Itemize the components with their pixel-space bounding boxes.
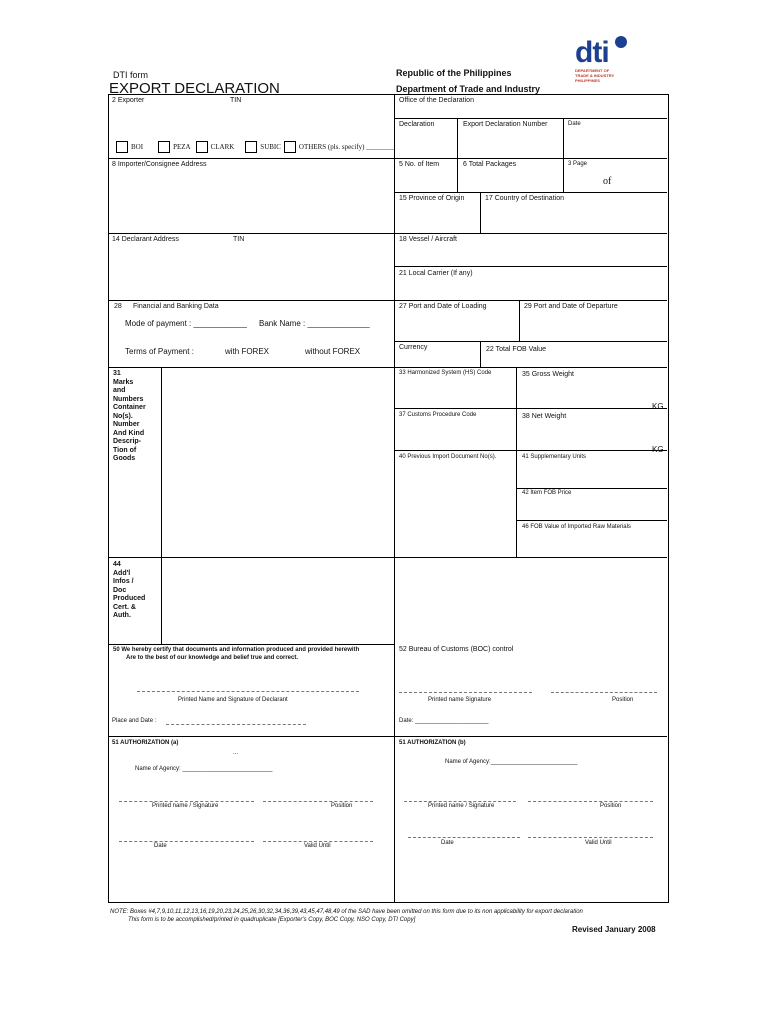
place-date-label: Place and Date : [112,718,157,724]
port-loading-label: 27 Port and Date of Loading [399,303,487,310]
printed-name-declarant: Printed Name and Signature of Declarant [178,697,288,703]
note-line-1: NOTE: Boxes #4,7,9,10,11,12,13,16,19,20,23,24,25,26,30,32,34,36,39,43,45,47,48,49 of the SAD have been omitted on this form due to its non applicability for export declaration [110,909,583,915]
province-origin-label: 15 Province of Origin [399,195,465,202]
procedure-code-label: 37 Customs Procedure Code [399,412,477,418]
supplementary-units-label: 41 Supplementary Units [522,454,587,460]
printed-name-signature-b: Printed name / Signature [428,803,495,809]
registration-checkboxes [116,141,394,153]
hs-code-label: 33 Harmonized System (HS) Code [399,370,492,376]
certify-line-1: 50 We hereby certify that documents and information produced and provided herewith [113,647,360,653]
place-date-field[interactable] [166,724,306,725]
form-title: EXPORT DECLARATION [109,80,280,97]
revised-date: Revised January 2008 [572,925,656,934]
boi-checkbox[interactable] [116,141,128,153]
currency-label: Currency [399,344,428,351]
office-declaration-label: Office of the Declaration [399,97,474,104]
subic-label: SUBIC [260,143,281,151]
certify-line-2: Are to the best of our knowledge and belief true and correct. [126,655,299,661]
declarant-label: 14 Declarant Address [112,236,179,243]
fob-raw-materials-label: 46 FOB Value of Imported Raw Materials [522,524,631,530]
page-of: of [603,176,612,187]
agency-name-b[interactable]: Name of Agency:__________________________ [445,759,578,765]
authorization-a-label: 51 AUTHORIZATION (a) [112,740,179,746]
local-carrier-label: 21 Local Carrier (If any) [399,270,473,277]
form-label: DTI form [113,70,148,80]
clark-label: CLARK [210,143,235,151]
printed-name-signature-a: Printed name / Signature [152,803,219,809]
country-destination-label: 17 Country of Destination [485,195,564,202]
dti-logo-text: dti [575,36,609,69]
exporter-tin-label: TIN [230,97,242,104]
peza-checkbox[interactable] [158,141,170,153]
date-b: Date [441,840,454,846]
boc-control-label: 52 Bureau of Customs (BOC) control [399,646,514,653]
marks-label: 31 Marks and Numbers Container No(s). Number And Kind Descrip- Tion of Goods [113,370,146,462]
importer-label: 8 Importer/Consignee Address [112,161,207,168]
date-label: Date [568,121,581,127]
total-fob-label: 22 Total FOB Value [486,346,547,353]
position-a: Position [331,803,353,809]
subic-checkbox[interactable] [245,141,257,153]
form-frame [108,94,669,903]
additional-info-label: 44 Add'l Infos / Doc Produced Cert. & Auth. [113,561,146,619]
boi-label: BOI [131,143,144,151]
date-a: Date [154,843,167,849]
declaration-label: Declaration [399,121,435,128]
boc-date[interactable]: Date: ______________________ [399,718,489,724]
vessel-label: 18 Vessel / Aircraft [399,236,457,243]
boc-position: Position [612,697,634,703]
mode-of-payment[interactable]: Mode of payment : ____________ [125,319,247,328]
boc-printed-name-signature: Printed name Signature [428,697,492,703]
gross-weight-label: 35 Gross Weight [522,371,575,378]
agency-name-a[interactable]: Name of Agency: ___________________________ [135,766,273,772]
no-of-item-label: 5 No. of Item [399,161,440,168]
item-fob-label: 42 Item FOB Price [522,490,572,496]
without-forex-option[interactable]: without FOREX [305,347,361,356]
net-weight-unit: KG [652,445,664,454]
valid-until-b: Valid Until [585,840,612,846]
republic-label: Republic of the Philippines [396,68,512,78]
financial-label: Financial and Banking Data [133,303,219,310]
net-weight-label: 38 Net Weight [522,413,567,420]
dti-logo: dti DEPARTMENT OF TRADE & INDUSTRY PHILIPPINES [575,38,650,90]
bank-name[interactable]: Bank Name : ______________ [259,319,370,328]
others-label: OTHERS (pls. specify) ________ [298,143,395,151]
terms-of-payment: Terms of Payment : [125,347,194,356]
globe-icon [615,36,627,48]
exporter-label: 2 Exporter [112,97,145,104]
gross-weight-unit: KG [652,402,664,411]
prev-import-label: 40 Previous Import Document No(s). [399,454,497,460]
valid-until-a: Valid Until [304,843,331,849]
declarant-tin-label: TIN [233,236,245,243]
position-b: Position [600,803,622,809]
department-label: Department of Trade and Industry [396,84,541,94]
page-label: 3 Page [568,161,588,167]
authorization-b-label: 51 AUTHORIZATION (b) [399,740,466,746]
total-packages-label: 6 Total Packages [463,161,517,168]
declaration-number-label: Export Declaration Number [463,121,548,128]
others-checkbox[interactable] [284,141,296,153]
note-line-2: This form is to be accomplished/printed in quadruplicate [Exporter's Copy, BOC Copy, NSO Copy, DTI Copy] [128,917,416,923]
clark-checkbox[interactable] [196,141,208,153]
financial-number: 28 [114,303,122,310]
peza-label: PEZA [173,143,191,151]
with-forex-option[interactable]: with FOREX [225,347,270,356]
port-departure-label: 29 Port and Date of Departure [524,303,618,310]
